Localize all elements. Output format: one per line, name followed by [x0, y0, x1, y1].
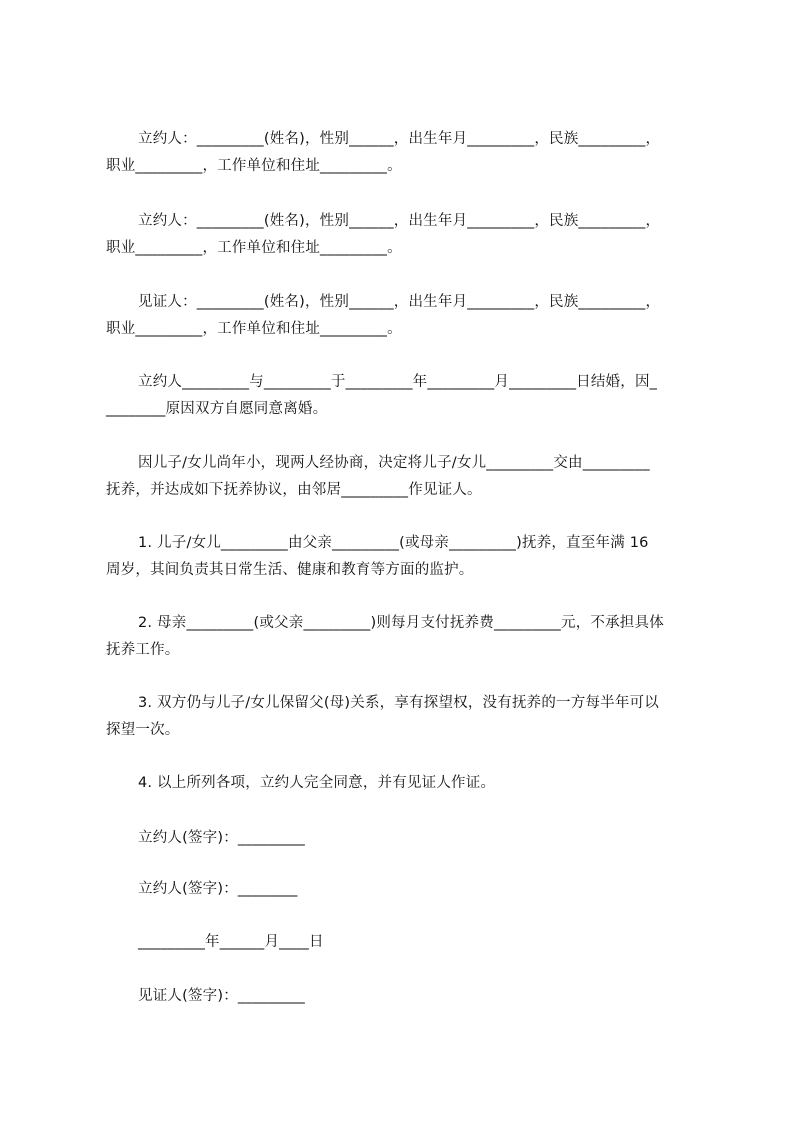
paragraph-line: ________原因双方自愿同意离婚。 [106, 401, 328, 417]
paragraph-line: 见证人：_________(姓名)，性别______，出生年月_________，民族_________， [138, 294, 661, 310]
paragraph-line: 立约人：_________(姓名)，性别______，出生年月_________，民族_________， [138, 131, 661, 147]
paragraph-line: 因儿子/女儿尚年小，现两人经协商，决定将儿子/女儿_________交由_________ [138, 455, 650, 471]
paragraph-line: 周岁，其间负责其日常生活、健康和教育等方面的监护。 [106, 562, 474, 578]
paragraph-line: 1. 儿子/女儿_________由父亲_________(或母亲_________)抚养，直至年满 16 [138, 535, 649, 551]
paragraph-line: 抚养，并达成如下抚养协议，由邻居_________作见证人。 [106, 482, 482, 498]
paragraph-line: 2. 母亲_________(或父亲_________)则每月支付抚养费_________元，不承担具体 [138, 615, 664, 631]
party2-signature: 立约人(签字)：________ [138, 881, 298, 897]
signature-date: _________年______月____日 [138, 934, 324, 950]
paragraph-line: 立约人_________与_________于_________年_________月_________日结婚，因_ [138, 374, 658, 390]
paragraph-line: 职业_________，工作单位和住址_________。 [106, 321, 402, 337]
paragraph-line: 探望一次。 [106, 722, 180, 738]
witness-signature: 见证人(签字)：_________ [138, 988, 305, 1004]
paragraph-line: 职业_________，工作单位和住址_________。 [106, 240, 402, 256]
party1-signature: 立约人(签字)：_________ [138, 830, 305, 846]
paragraph-line: 3. 双方仍与儿子/女儿保留父(母)关系，享有探望权，没有抚养的一方每半年可以 [138, 695, 659, 711]
paragraph-line: 抚养工作。 [106, 642, 180, 658]
paragraph-line: 立约人：_________(姓名)，性别______，出生年月_________，民族_________， [138, 213, 661, 229]
paragraph-line: 职业_________，工作单位和住址_________。 [106, 158, 402, 174]
paragraph-line: 4. 以上所列各项，立约人完全同意，并有见证人作证。 [138, 775, 496, 791]
